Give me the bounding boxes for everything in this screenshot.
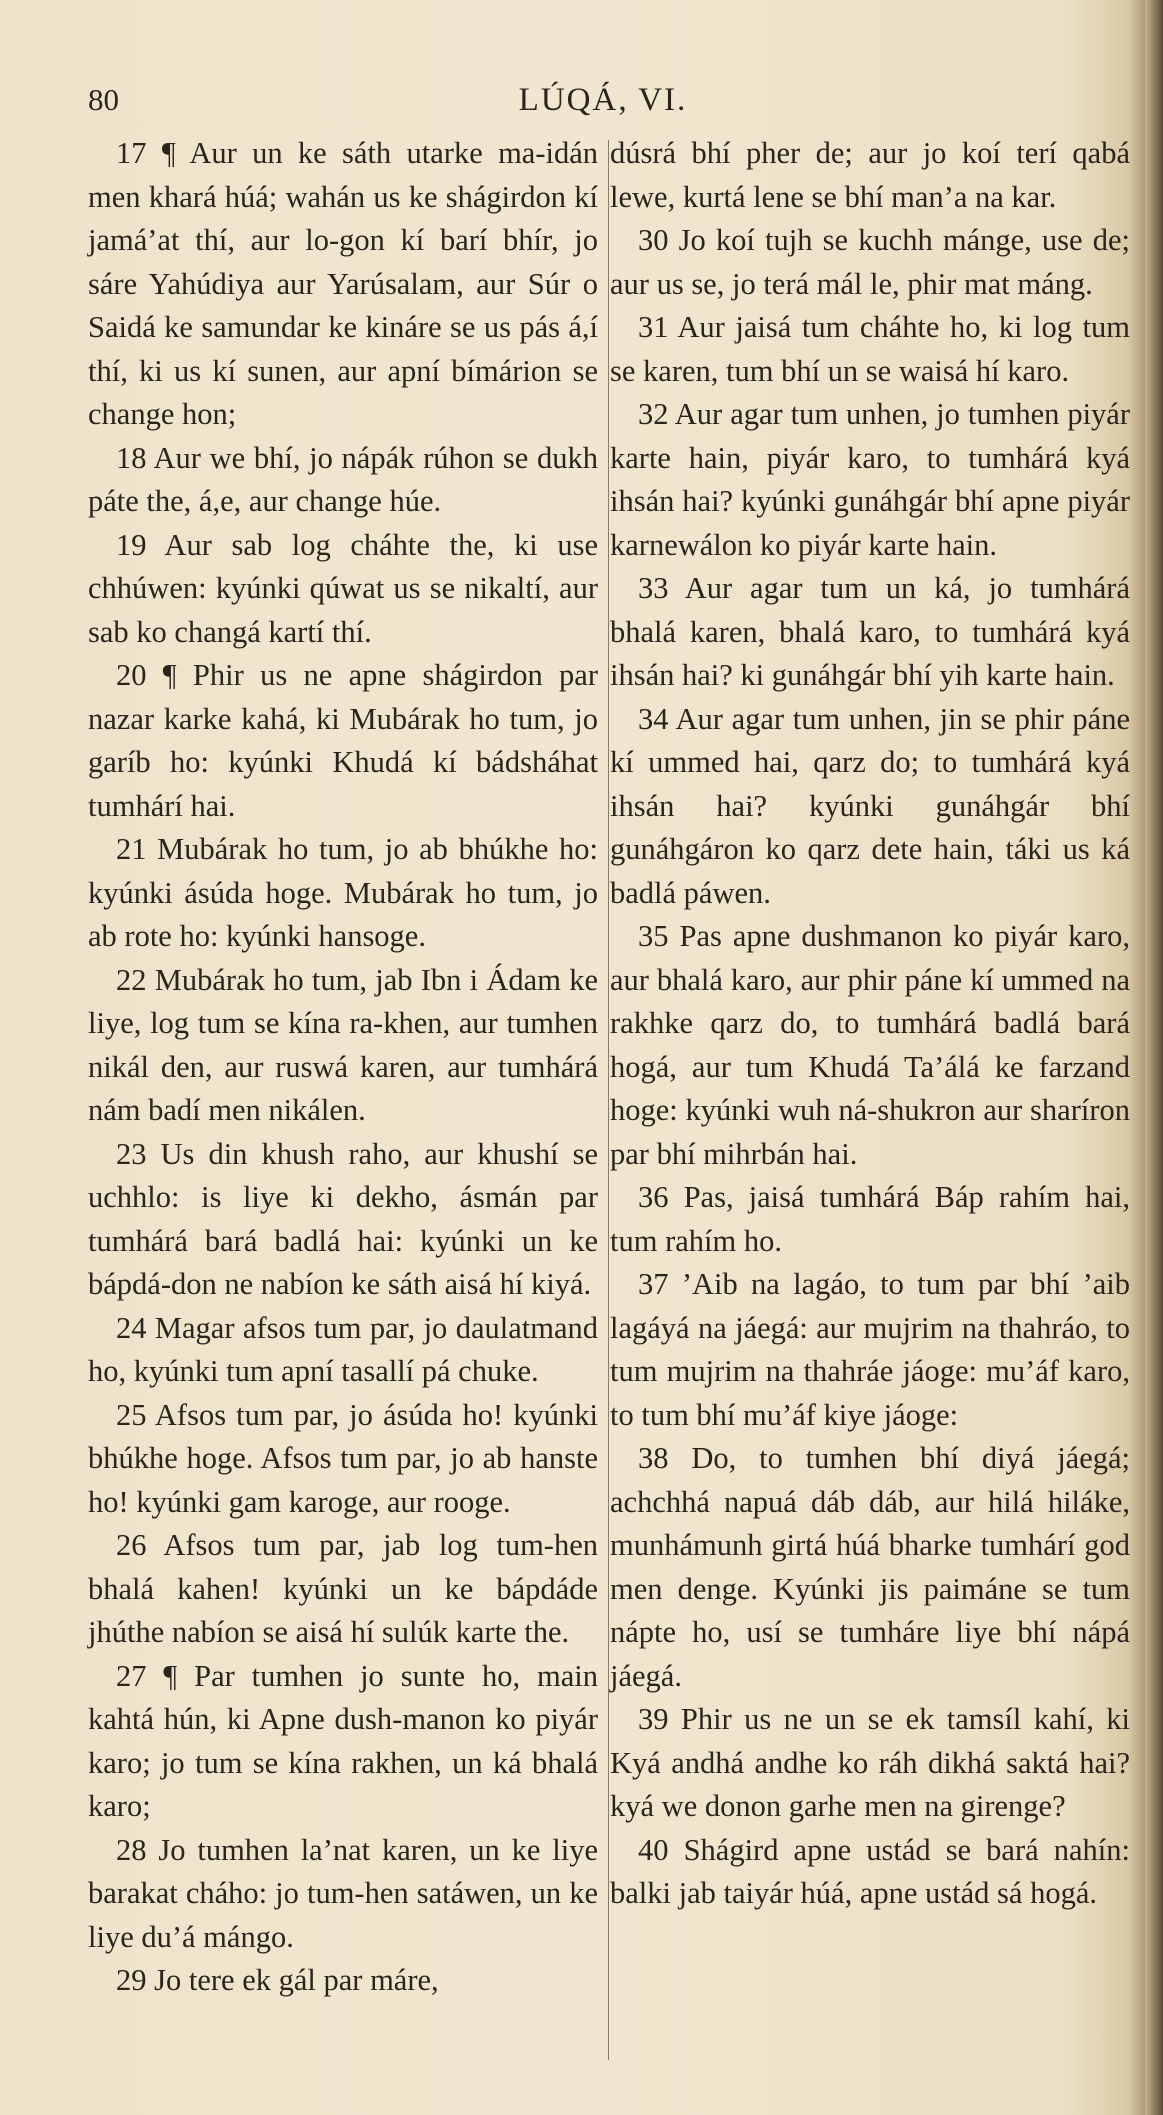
verse-paragraph: 37 ’Aib na lagáo, to tum par bhí ’aib lagáyá na jáegá: aur mujrim na thahráo, to tum mujrim na thahráe jáoge: mu’áf karo, to tum bhí mu’áf kiye jáoge: [610, 1267, 1130, 1432]
verse-paragraph: 28 Jo tumhen la’nat karen, un ke liye barakat cháho: jo tum-hen satáwen, un ke liye du’á mángo. [88, 1832, 598, 1954]
verse-paragraph: 26 Afsos tum par, jab log tum-hen bhalá kahen! kyúnki un ke bápdáde jhúthe nabíon se aisá hí sulúk karte the. [88, 1528, 598, 1649]
verse-paragraph: 35 Pas apne dushmanon ko piyár karo, aur bhalá karo, aur phir páne kí ummed na rakhke qarz do, to tumhárá badlá bará hogá, aur tum Khudá Ta’álá ke farzand hoge: kyúnki wuh ná-shukron aur sharíron par bhí mihrbán hai. [610, 919, 1130, 1171]
running-title: LÚQÁ, VI. [518, 82, 688, 118]
verse-paragraph: 25 Afsos tum par, jo ásúda ho! kyúnki bhúkhe hoge. Afsos tum par, jo ab hanste ho! kyúnki gam karoge, aur rooge. [88, 1397, 598, 1519]
right-column [610, 132, 1130, 1916]
verse-paragraph: 33 Aur agar tum un ká, jo tumhárá bhalá karen, bhalá karo, to tumhárá kyá ihsán hai? ki gunáhgár bhí yih karte hain. [610, 571, 1130, 692]
verse-paragraph: 38 Do, to tumhen bhí diyá jáegá; achchhá napuá dáb dáb, aur hilá hiláke, munhámunh girtá húá bharke tumhárí god men denge. Kyúnki jis paimáne se tum nápte ho, usí se tumháre liye bhí nápá jáegá. [610, 1441, 1130, 1693]
page-number: 80 [88, 82, 119, 117]
verse-paragraph: 36 Pas, jaisá tumhárá Báp rahím hai, tum rahím ho. [610, 1180, 1130, 1258]
verse-paragraph: 29 Jo tere ek gál par máre, [116, 1963, 439, 1997]
verse-paragraph: 34 Aur agar tum unhen, jin se phir páne kí ummed hai, qarz do; to tumhárá kyá ihsán hai? kyúnki gunáhgár bhí gunáhgáron ko qarz dete hain, táki us ká badlá páwen. [610, 701, 1130, 910]
verse-paragraph: 39 Phir us ne un se ek tamsíl kahí, ki Kyá andhá andhe ko ráh dikhá saktá hai? kyá we donon garhe men na girenge? [610, 1702, 1130, 1823]
verse-paragraph: 20 ¶ Phir us ne apne shágirdon par nazar karke kahá, ki Mubárak ho tum, jo garíb ho: kyúnki Khudá kí bádsháhat tumhárí hai. [88, 658, 598, 823]
verse-paragraph: 19 Aur sab log cháhte the, ki use chhúwen: kyúnki qúwat us se nikaltí, aur sab ko changá kartí thí. [88, 527, 598, 649]
verse-paragraph: 17 ¶ Aur un ke sáth utarke ma-idán men khará húá; wahán us ke shágirdon kí jamá’at thí, aur lo-gon kí barí bhír, jo sáre Yahúdiya aur Yarúsalam, aur Súr o Saidá ke samundar ke kináre se us pás á,í thí, ki us kí sunen, aur apní bímárion se change hon; [88, 136, 598, 431]
verse-paragraph: 31 Aur jaisá tum cháhte ho, ki log tum se karen, tum bhí un se waisá hí karo. [610, 310, 1130, 388]
verse-paragraph: 22 Mubárak ho tum, jab Ibn i Ádam ke liye, log tum se kína ra-khen, aur tumhen nikál den, aur ruswá karen, aur tumhárá nám badí men nikálen. [88, 962, 598, 1127]
verse-paragraph: 23 Us din khush raho, aur khushí se uchhlo: is liye ki dekho, ásmán par tumhárá bará badlá hai: kyúnki un ke bápdá-don ne nabíon ke sáth aisá hí kiyá. [88, 1136, 598, 1301]
verse-paragraph: dúsrá bhí pher de; aur jo koí terí qabá lewe, kurtá lene se bhí man’a na kar. [610, 136, 1130, 214]
verse-paragraph: 27 ¶ Par tumhen jo sunte ho, main kahtá hún, ki Apne dush-manon ko piyár karo; jo tum se kína rakhen, un ká bhalá karo; [88, 1658, 598, 1823]
verse-paragraph: 24 Magar afsos tum par, jo daulatmand ho, kyúnki tum apní tasallí pá chuke. [88, 1310, 598, 1388]
verse-paragraph: 30 Jo koí tujh se kuchh mánge, use de; aur us se, jo terá mál le, phir mat máng. [610, 223, 1130, 301]
verse-paragraph: 21 Mubárak ho tum, jo ab bhúkhe ho: kyúnki ásúda hoge. Mubárak ho tum, jo ab rote ho: kyúnki hansoge. [88, 832, 598, 953]
verse-paragraph: 18 Aur we bhí, jo nápák rúhon se dukh páte the, á,e, aur change húe. [88, 440, 598, 518]
verse-paragraph: 32 Aur agar tum unhen, jo tumhen piyár karte hain, piyár karo, to tumhárá kyá ihsán hai? kyúnki gunáhgár bhí apne piyár karnewálon ko piyár karte hain. [610, 397, 1130, 562]
page-header [88, 82, 1118, 132]
page-edge [1145, 0, 1163, 2115]
left-column [88, 132, 598, 2003]
verse-paragraph: 40 Shágird apne ustád se bará nahín: balki jab taiyár húá, apne ustád sá hogá. [610, 1832, 1130, 1910]
column-divider [608, 140, 609, 2060]
